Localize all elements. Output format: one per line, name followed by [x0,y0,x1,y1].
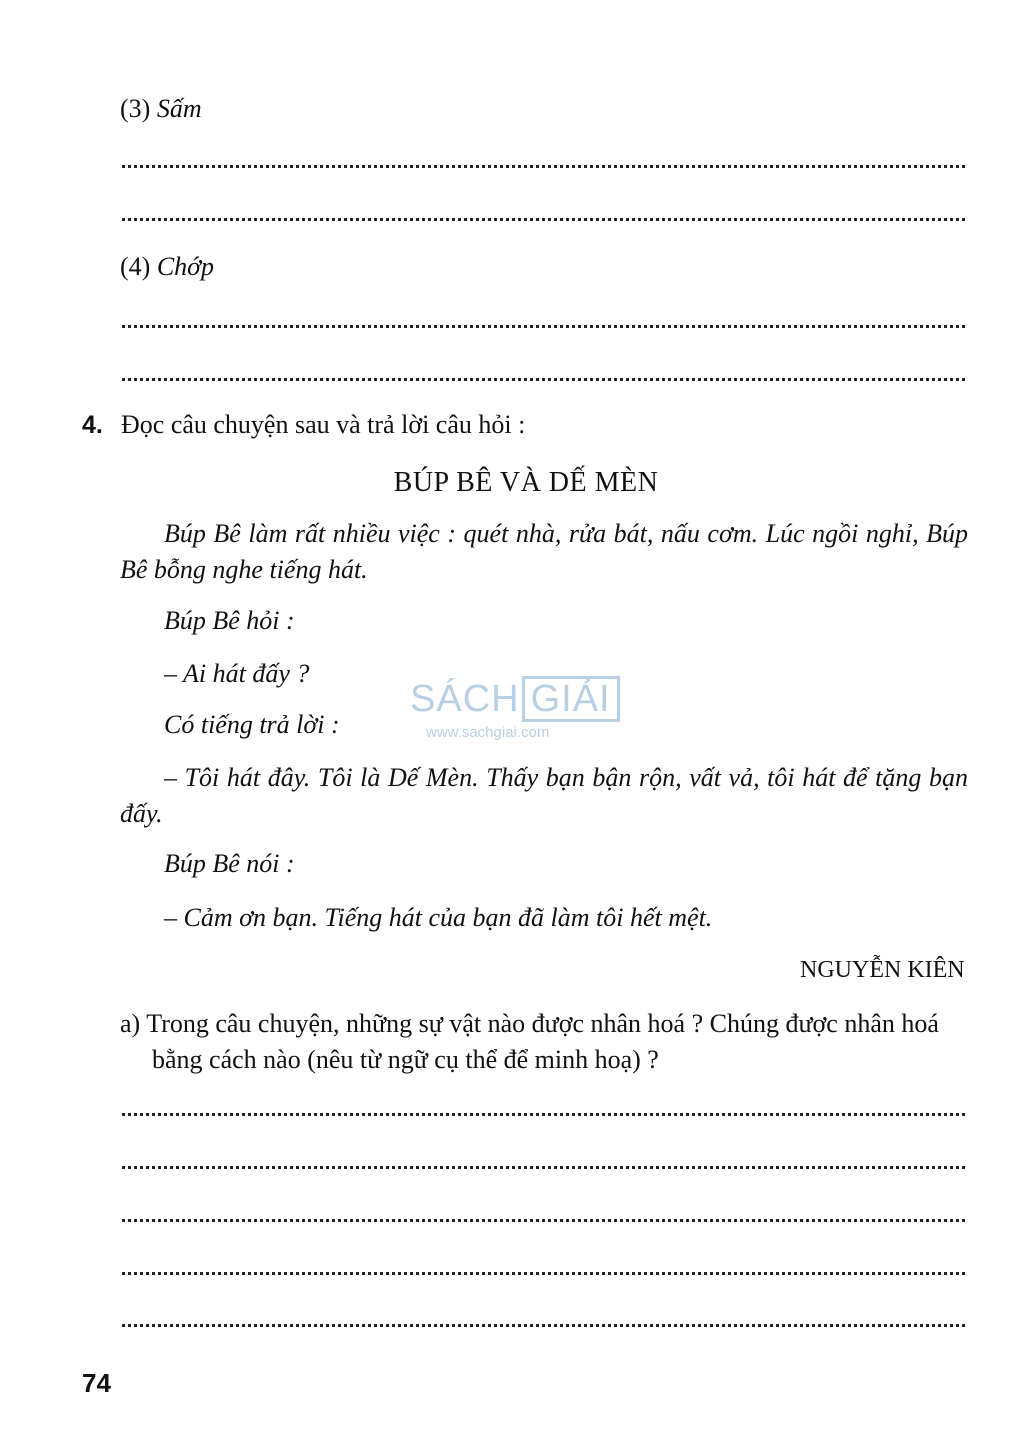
story-paragraph: Búp Bê nói : [164,849,295,878]
story-title: BÚP BÊ VÀ DẾ MÈN [393,467,659,498]
story-paragraph: – Ai hát đấy ? [164,659,310,688]
story-author: NGUYỄN KIÊN [800,957,965,983]
watermark [410,676,630,756]
story-paragraph: – Cảm ơn bạn. Tiếng hát của bạn đã làm tôi hết mệt. [164,903,713,932]
answer-line[interactable] [122,165,965,168]
sub-question-a: a) Trong câu chuyện, những sự vật nào được nhân hoá ? Chúng được nhân hoá bằng cách nào (nêu từ ngữ cụ thể để minh hoạ) ? [120,1009,939,1074]
item-3-word: Sấm [156,94,202,123]
answer-line[interactable] [122,378,965,381]
watermark-logo [410,676,630,722]
question-4-prompt: Đọc câu chuyện sau và trả lời câu hỏi : [121,410,526,439]
item-4-label [120,252,214,282]
answer-line[interactable] [122,218,965,221]
answer-line[interactable] [122,1324,965,1327]
page-number: 74 [82,1368,111,1398]
story-paragraph: Búp Bê hỏi : [164,606,295,635]
answer-line[interactable] [122,1113,965,1116]
answer-line[interactable] [122,1219,965,1222]
answer-line[interactable] [122,1166,965,1169]
story-paragraph: Có tiếng trả lời : [164,710,340,739]
item-4-word: Chớp [156,252,215,281]
story-paragraph: Búp Bê làm rất nhiều việc : quét nhà, rửa bát, nấu cơm. Lúc ngồi nghỉ, Búp Bê bỗng nghe tiếng hát. [120,519,968,584]
story-paragraph: – Tôi hát đây. Tôi là Dế Mèn. Thấy bạn bận rộn, vất vả, tôi hát để tặng bạn đấy. [120,763,968,828]
watermark-text-part2: GIẢI [522,676,620,722]
answer-line[interactable] [122,1272,965,1275]
watermark-text-part1: SÁCH [410,678,520,720]
item-3-label [120,94,202,124]
item-4-number: (4) [120,252,157,281]
answer-line[interactable] [122,325,965,328]
question-4-number: 4. [82,411,103,439]
watermark-url: www.sachgiai.com [426,724,550,741]
item-3-number: (3) [120,94,157,123]
